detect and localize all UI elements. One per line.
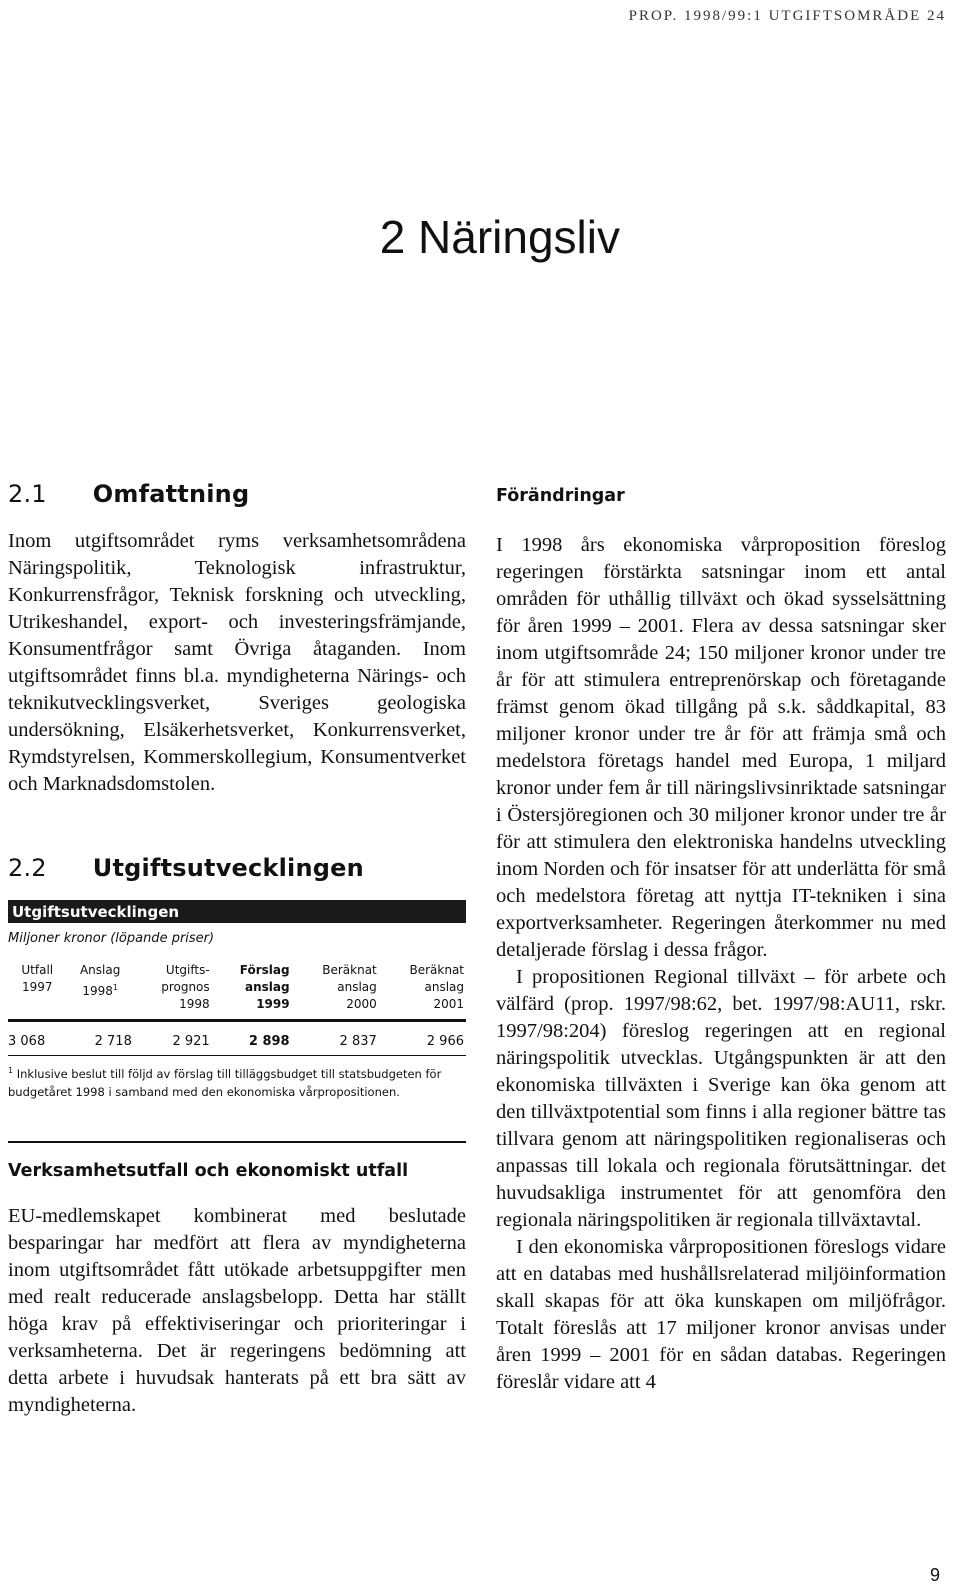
column-header: Utgifts- prognos 1998 xyxy=(161,963,210,1011)
right-column xyxy=(496,486,946,1396)
table-cell: 2 718 xyxy=(94,1034,132,1049)
section-title: Utgiftsutvecklingen xyxy=(92,854,364,882)
changes-paragraph-2: I propositionen Regional tillväxt – för arbete och välfärd (prop. 1997/98:62, bet. 1997/98:AU11, rskr. 1997/98:204) föreslog regeringen att en regional näringspolitik utvecklas. Utgångspunkten är att den ekonomiska tillväxten i Sverige kan öka genom att den tillväxtpotential som finns i alla regioner bättre tas tillvara genom att näringspolitiken regionaliseras och anpassas till lokala och regionala förutsättningar. det huvudsakliga instrumentet för att genomföra den regionala näringspolitiken är regionala tillväxtavtal. xyxy=(496,966,946,1231)
table-cell: 2 898 xyxy=(248,1034,290,1049)
section-number: 2.1 xyxy=(8,480,47,508)
section-divider xyxy=(8,1141,466,1143)
footnote-marker: 1 xyxy=(112,983,118,992)
chapter-title: 2 Näringsliv xyxy=(379,211,620,263)
running-header: PROP. 1998/99:1 UTGIFTSOMRÅDE 24 xyxy=(628,8,946,24)
column-header: Beräknat anslag 2001 xyxy=(409,963,464,1011)
section-heading-utgiftsutvecklingen xyxy=(8,854,466,882)
column-header: Beräknat anslag 2000 xyxy=(322,963,377,1011)
footnote-marker: 1 xyxy=(8,1066,14,1075)
section-title: Omfattning xyxy=(92,480,250,508)
table-cell: 2 837 xyxy=(339,1034,377,1049)
omfattning-paragraph: Inom utgiftsområdet ryms verksamhetsområdena Näringspolitik, Teknologisk infrastruktur, Konkurrensfrågor, Teknisk forskning och utveckling, Utrikeshandel, export- och investeringsfrämjande, Konsumentfrågor samt Övriga åtaganden. Inom utgiftsområdet finns bl.a. myndigheterna Närings- och teknikutvecklingsverket, Sveriges geologiska undersökning, Elsäkerhetsverket, Konkurrensverket, Rymdstyrelsen, Kommerskollegium, Konsumentverket och Marknadsdomstolen. xyxy=(8,530,466,795)
table-cell: 2 966 xyxy=(426,1034,464,1049)
budget-table xyxy=(8,962,466,1056)
changes-paragraph-3: I den ekonomiska vårpropositionen föreslogs vidare att en databas med hushållsrelaterad miljöinformation skall skapas för att öka kunskapen om miljöfrågor. Totalt föreslås att 17 miljoner kronor anvisas under åren 1999 – 2001 för en sådan databas. Regeringen föreslår vidare att 4 xyxy=(496,1236,946,1393)
budget-table-block xyxy=(8,900,466,1101)
page-number: 9 xyxy=(929,1565,940,1585)
column-header: Utfall 1997 xyxy=(21,963,54,994)
changes-heading: Förändringar xyxy=(496,486,625,506)
column-header: Anslag 1998$^1$ xyxy=(79,963,121,998)
section-number: 2.2 xyxy=(8,854,47,882)
table-caption: Miljoner kronor (löpande priser) xyxy=(8,931,215,946)
table-footnote xyxy=(8,1062,466,1101)
changes-paragraph-1: I 1998 års ekonomiska vårproposition föreslog regeringen förstärkta satsningar inom ett antal områden för uthållig tillväxt och ökad sysselsättning för åren 1999 – 2001. Flera av dessa satsningar sker inom utgiftsområde 24; 150 miljoner kronor under tre år för att stimulera entreprenörskap och företagande främst genom ökad tillgång på s.k. såddkapital, 83 miljoner kronor under tre år för att främja små och medelstora företags handel med Europa, 1 miljard kronor under fem år till näringslivsinriktade satsningar i Östersjöregionen och 30 miljoner kronor under tre år för att stimulera den elektroniska handelns utveckling inom Norden och för insatser för att underlätta för små och medelstora företag att nyttja IT-tekniken i sina exportverksamheter. Regeringen återkommer nu med detaljerade förslag i dessa frågor. xyxy=(496,534,946,961)
column-header: Förslag anslag 1999 xyxy=(239,963,290,1011)
table-title: Utgiftsutvecklingen xyxy=(8,900,466,923)
table-row xyxy=(8,1021,466,1056)
table-cell: 3 068 xyxy=(8,1034,46,1049)
left-column xyxy=(8,480,466,1419)
footnote-text: Inklusive beslut till följd av förslag till tilläggsbudget till statsbudgeten för budgetåret 1998 i samband med den ekonomiska vårpropositionen. xyxy=(8,1066,442,1099)
section-heading-omfattning xyxy=(8,480,466,508)
table-header-row xyxy=(8,962,466,1021)
subsection-heading: Verksamhetsutfall och ekonomiskt utfall xyxy=(8,1160,409,1181)
table-cell: 2 921 xyxy=(172,1034,210,1049)
outcome-paragraph: EU-medlemskapet kombinerat med beslutade besparingar har medfört att flera av myndigheterna inom utgiftsområdet fått utökade arbetsuppgifter men med realt reducerade anslagsbelopp. Detta har ställt höga krav på effektiviseringar och prioriteringar i verksamheterna. Det är regeringens bedömning att detta arbete i huvudsak hanterats på ett bra sätt av myndigheterna. xyxy=(8,1204,466,1416)
